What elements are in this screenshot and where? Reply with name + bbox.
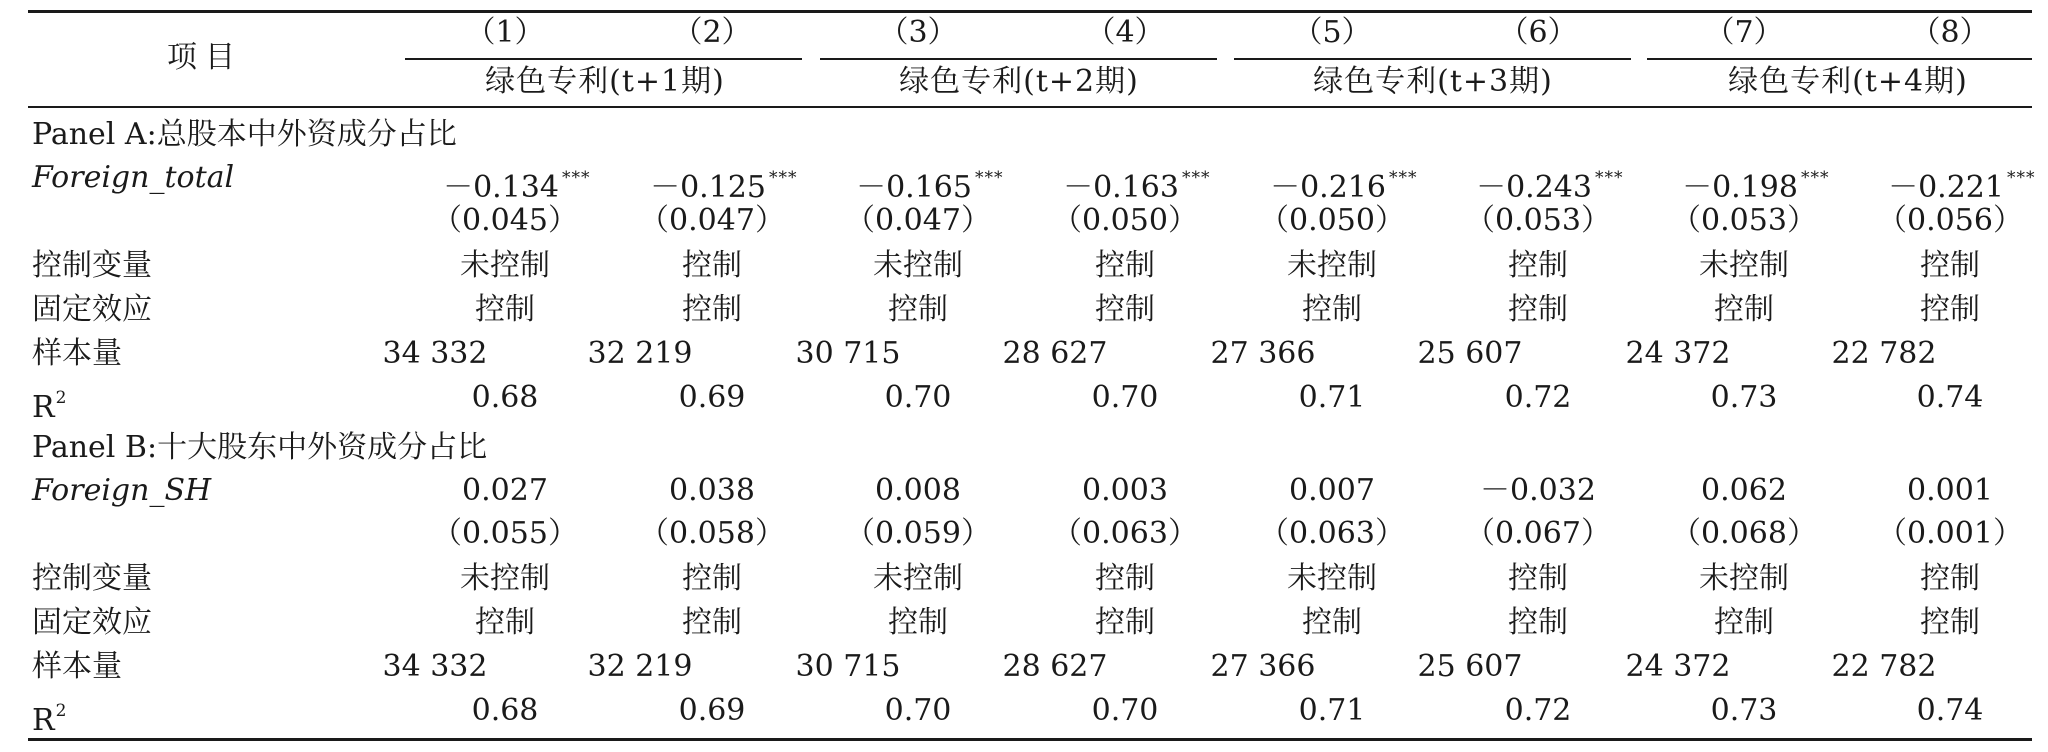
fixed-effects-cell: 控制 (1508, 292, 1568, 327)
sample-size-cell: 30 715 (795, 336, 901, 371)
row-label-fixed-effects: 固定效应 (32, 292, 152, 327)
fixed-effects-cell: 控制 (888, 292, 948, 327)
group-rule-3 (1234, 58, 1631, 60)
standard-error: （0.045） (432, 203, 578, 238)
coefficient: －0.163 *** (1063, 168, 1211, 205)
fixed-effects-cell: 控制 (1302, 605, 1362, 640)
superscript-two: 2 (55, 701, 67, 721)
coefficient: －0.221 *** (1888, 168, 2036, 205)
row-label-controls: 控制变量 (32, 248, 152, 283)
r-squared-cell: 0.74 (1916, 693, 1984, 728)
controls-cell: 未控制 (1699, 561, 1789, 596)
fixed-effects-cell: 控制 (682, 605, 742, 640)
row-label-sample-size: 样本量 (32, 649, 122, 684)
coefficient: －0.134 *** (443, 168, 591, 205)
column-number: （5） (1292, 15, 1372, 50)
r-squared-cell: 0.71 (1298, 693, 1366, 728)
coefficient: 0.003 (1082, 473, 1168, 508)
fixed-effects-cell: 控制 (1714, 292, 1774, 327)
column-number: （1） (465, 15, 545, 50)
significance-stars: *** (768, 168, 798, 188)
controls-cell: 未控制 (873, 248, 963, 283)
r-squared-cell: 0.68 (471, 693, 539, 728)
fixed-effects-cell: 控制 (1302, 292, 1362, 327)
column-group-label: 绿色专利(t+1期) (485, 64, 725, 99)
standard-error: （0.058） (639, 516, 785, 551)
controls-cell: 未控制 (873, 561, 963, 596)
coefficient: 0.008 (875, 473, 961, 508)
controls-cell: 控制 (1508, 561, 1568, 596)
standard-error: （0.068） (1671, 516, 1817, 551)
significance-stars: *** (1388, 168, 1418, 188)
r-squared-cell: 0.70 (1091, 693, 1159, 728)
fixed-effects-cell: 控制 (1714, 605, 1774, 640)
r-squared-cell: 0.73 (1710, 693, 1778, 728)
sample-size-cell: 24 372 (1625, 649, 1731, 684)
r-squared-cell: 0.72 (1504, 380, 1572, 415)
coefficient: －0.032 (1480, 473, 1596, 508)
sample-size-cell: 25 607 (1417, 649, 1523, 684)
column-number: （6） (1498, 15, 1578, 50)
coefficient: －0.243 *** (1476, 168, 1624, 205)
controls-cell: 控制 (1920, 248, 1980, 283)
column-group-label: 绿色专利(t+3期) (1313, 64, 1553, 99)
standard-error: （0.055） (432, 516, 578, 551)
significance-stars: *** (1800, 168, 1830, 188)
fixed-effects-cell: 控制 (1920, 292, 1980, 327)
row-label-controls: 控制变量 (32, 561, 152, 596)
superscript-two: 2 (55, 388, 67, 408)
significance-stars: *** (974, 168, 1004, 188)
standard-error: （0.053） (1465, 203, 1611, 238)
coefficient: －0.198 *** (1682, 168, 1830, 205)
r-squared-cell: 0.70 (884, 693, 952, 728)
variable-name: Foreign_total (32, 160, 235, 195)
column-group-label: 绿色专利(t+4期) (1728, 64, 1968, 99)
controls-cell: 未控制 (1287, 561, 1377, 596)
column-group-label: 绿色专利(t+2期) (899, 64, 1139, 99)
coefficient: 0.027 (462, 473, 548, 508)
coefficient: －0.216 *** (1270, 168, 1418, 205)
standard-error: （0.050） (1259, 203, 1405, 238)
fixed-effects-cell: 控制 (475, 605, 535, 640)
coefficient: －0.125 *** (650, 168, 798, 205)
significance-stars: *** (2006, 168, 2036, 188)
column-number: （2） (672, 15, 752, 50)
standard-error: （0.063） (1052, 516, 1198, 551)
sample-size-cell: 34 332 (382, 649, 488, 684)
sample-size-cell: 32 219 (587, 649, 693, 684)
r-squared-cell: 0.70 (1091, 380, 1159, 415)
row-label-fixed-effects: 固定效应 (32, 605, 152, 640)
significance-stars: *** (561, 168, 591, 188)
fixed-effects-cell: 控制 (682, 292, 742, 327)
header-item-label: 项目 (167, 40, 243, 75)
header-rule (28, 106, 2032, 108)
column-number: （3） (878, 15, 958, 50)
sample-size-cell: 28 627 (1002, 336, 1108, 371)
fixed-effects-cell: 控制 (1508, 605, 1568, 640)
r-squared-cell: 0.73 (1710, 380, 1778, 415)
sample-size-cell: 22 782 (1831, 336, 1937, 371)
standard-error: （0.050） (1052, 203, 1198, 238)
controls-cell: 未控制 (1287, 248, 1377, 283)
row-label-sample-size: 样本量 (32, 336, 122, 371)
row-label-r-squared: $R^2$ (32, 388, 67, 425)
fixed-effects-cell: 控制 (1920, 605, 1980, 640)
coefficient: 0.007 (1289, 473, 1375, 508)
fixed-effects-cell: 控制 (475, 292, 535, 327)
group-rule-1 (405, 58, 802, 60)
controls-cell: 控制 (1920, 561, 1980, 596)
coefficient: 0.062 (1701, 473, 1787, 508)
r-squared-cell: 0.72 (1504, 693, 1572, 728)
fixed-effects-cell: 控制 (888, 605, 948, 640)
controls-cell: 控制 (682, 248, 742, 283)
standard-error: （0.047） (639, 203, 785, 238)
r-squared-cell: 0.69 (678, 693, 746, 728)
standard-error: （0.001） (1877, 516, 2023, 551)
sample-size-cell: 34 332 (382, 336, 488, 371)
controls-cell: 未控制 (460, 561, 550, 596)
row-label-r-squared: $R^2$ (32, 701, 67, 738)
significance-stars: *** (1594, 168, 1624, 188)
sample-size-cell: 27 366 (1210, 336, 1316, 371)
standard-error: （0.067） (1465, 516, 1611, 551)
significance-stars: *** (1181, 168, 1211, 188)
sample-size-cell: 27 366 (1210, 649, 1316, 684)
standard-error: （0.059） (845, 516, 991, 551)
sample-size-cell: 25 607 (1417, 336, 1523, 371)
r-squared-cell: 0.68 (471, 380, 539, 415)
sample-size-cell: 32 219 (587, 336, 693, 371)
r-squared-cell: 0.70 (884, 380, 952, 415)
controls-cell: 控制 (1095, 561, 1155, 596)
controls-cell: 未控制 (1699, 248, 1789, 283)
r-squared-cell: 0.74 (1916, 380, 1984, 415)
controls-cell: 控制 (1095, 248, 1155, 283)
coefficient: 0.001 (1907, 473, 1993, 508)
sample-size-cell: 30 715 (795, 649, 901, 684)
standard-error: （0.056） (1877, 203, 2023, 238)
sample-size-cell: 22 782 (1831, 649, 1937, 684)
standard-error: （0.047） (845, 203, 991, 238)
coefficient: －0.165 *** (856, 168, 1004, 205)
group-rule-4 (1647, 58, 2032, 60)
standard-error: （0.063） (1259, 516, 1405, 551)
column-number: （8） (1910, 15, 1990, 50)
variable-name: Foreign_SH (32, 473, 212, 508)
column-number: （4） (1085, 15, 1165, 50)
controls-cell: 控制 (682, 561, 742, 596)
column-number: （7） (1704, 15, 1784, 50)
group-rule-2 (820, 58, 1217, 60)
coefficient: 0.038 (669, 473, 755, 508)
fixed-effects-cell: 控制 (1095, 292, 1155, 327)
sample-size-cell: 28 627 (1002, 649, 1108, 684)
r-squared-cell: 0.69 (678, 380, 746, 415)
bottom-rule (28, 738, 2032, 741)
standard-error: （0.053） (1671, 203, 1817, 238)
panel-title: Panel B:十大股东中外资成分占比 (32, 430, 488, 465)
controls-cell: 未控制 (460, 248, 550, 283)
fixed-effects-cell: 控制 (1095, 605, 1155, 640)
r-squared-cell: 0.71 (1298, 380, 1366, 415)
sample-size-cell: 24 372 (1625, 336, 1731, 371)
controls-cell: 控制 (1508, 248, 1568, 283)
panel-title: Panel A:总股本中外资成分占比 (32, 117, 457, 152)
